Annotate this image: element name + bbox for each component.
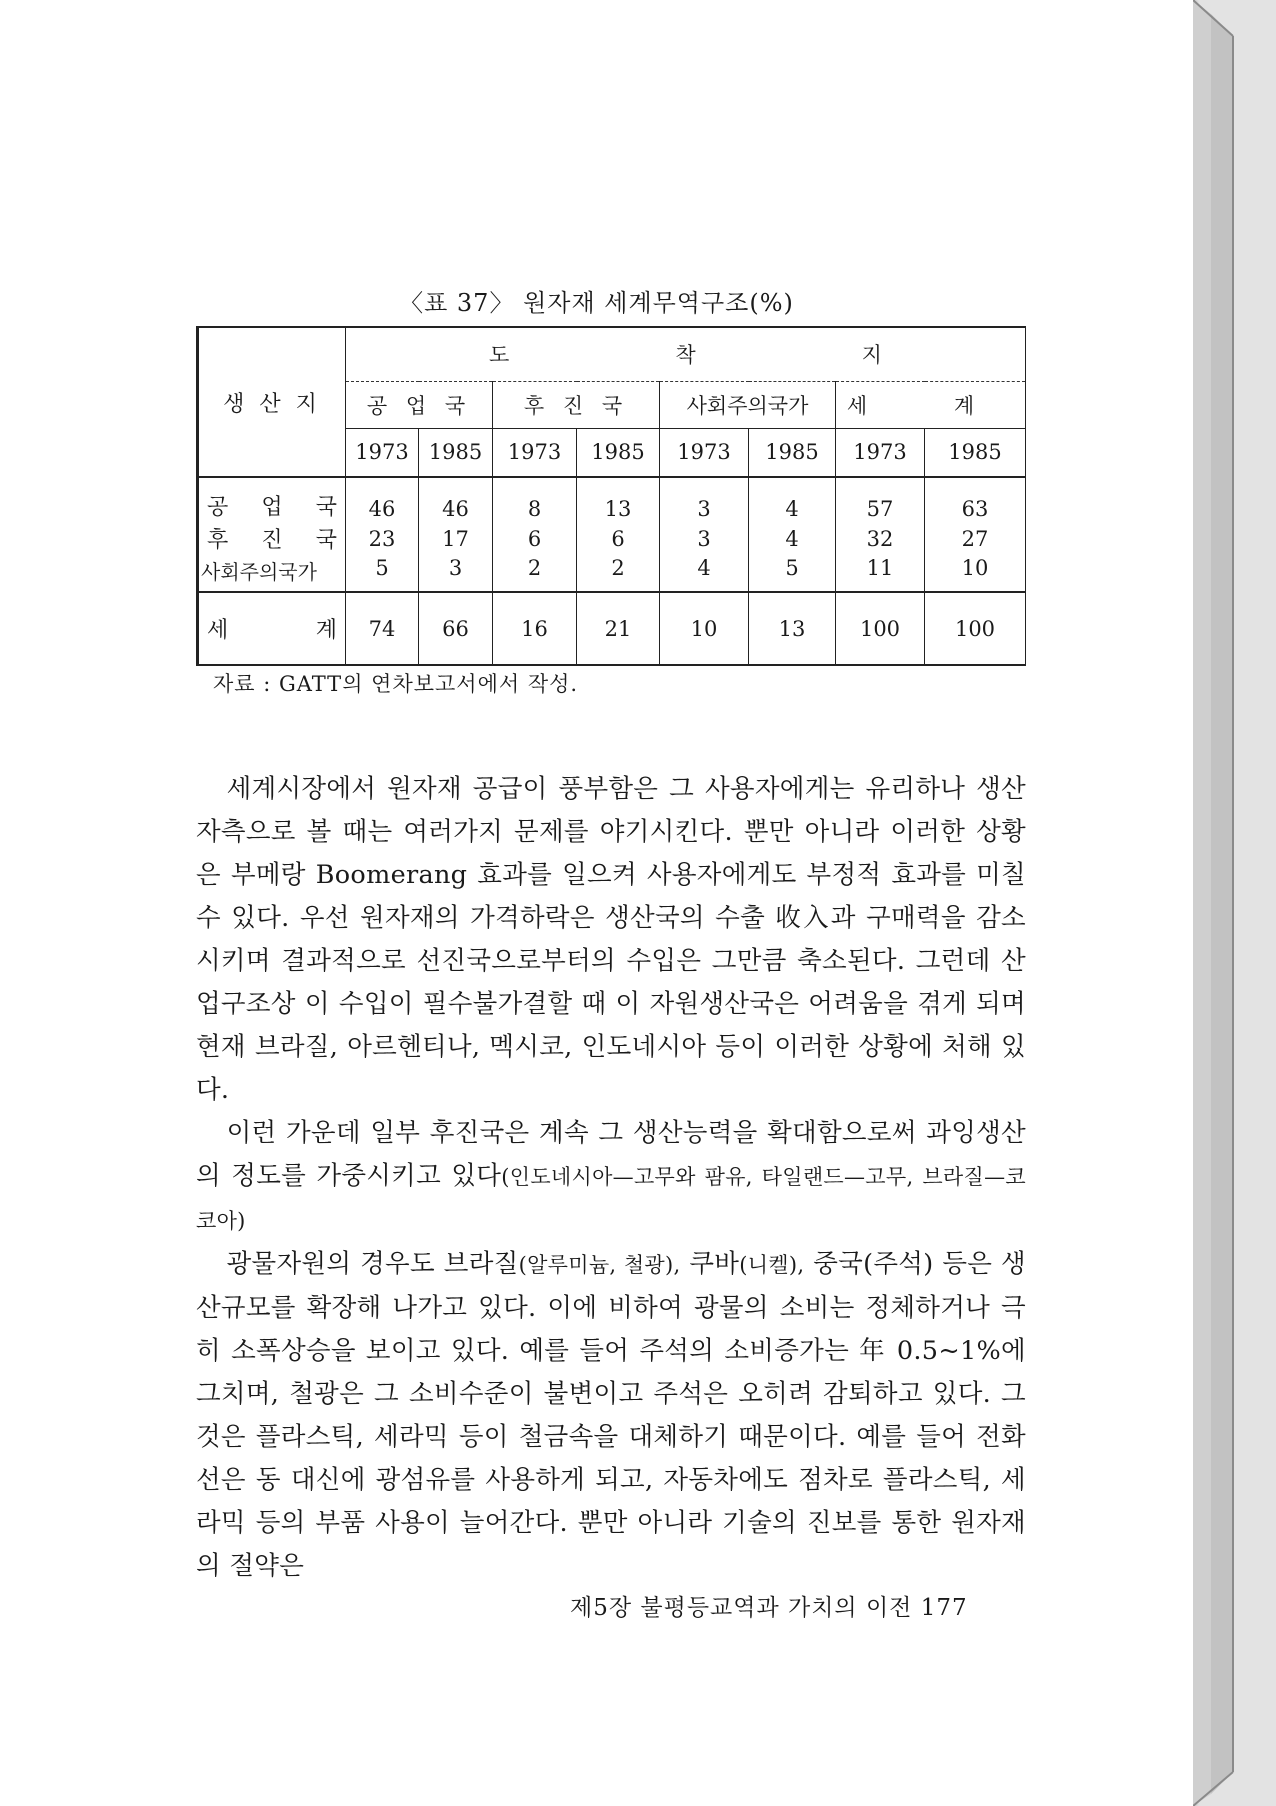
table-row-total bbox=[198, 592, 1026, 665]
table-row bbox=[198, 521, 1026, 556]
group-header-world: 세 계 bbox=[836, 381, 1026, 428]
paragraph-2-note: (인도네시아—고무와 팜유, 타일랜드—고무, 브라질—코코아) bbox=[196, 1165, 1026, 1233]
table-cell: 10 bbox=[925, 556, 1026, 592]
paragraph-3-note-b: (니켈), bbox=[739, 1253, 805, 1277]
year-header: 1973 bbox=[346, 428, 419, 477]
group-header-developing: 후 진 국 bbox=[493, 381, 660, 428]
group-header-industrial: 공 업 국 bbox=[346, 381, 493, 428]
destination-header bbox=[346, 327, 1026, 381]
paragraph-3-text-a: 광물자원의 경우도 브라질 bbox=[226, 1249, 519, 1279]
table-cell: 3 bbox=[419, 556, 493, 592]
table-cell: 46 bbox=[419, 477, 493, 521]
destination-char-2: 착 bbox=[675, 343, 696, 368]
table-cell: 2 bbox=[493, 556, 577, 592]
table-cell: 46 bbox=[346, 477, 419, 521]
paragraph-3-note-a: (알루미늄, 철광), bbox=[518, 1253, 681, 1277]
table-cell: 74 bbox=[346, 592, 419, 665]
table-cell: 5 bbox=[346, 556, 419, 592]
paragraph-3 bbox=[196, 1243, 1026, 1588]
destination-char-1: 도 bbox=[489, 343, 510, 368]
table-cell: 23 bbox=[346, 521, 419, 556]
table-cell: 11 bbox=[836, 556, 925, 592]
paragraph-3-text-b: 쿠바 bbox=[680, 1249, 740, 1279]
table-caption: 〈표 37〉 원자재 세계무역구조(%) bbox=[399, 289, 794, 317]
table-row bbox=[198, 556, 1026, 592]
table-cell: 3 bbox=[660, 477, 749, 521]
page-footer: 제5장 불평등교역과 가치의 이전 177 bbox=[570, 1595, 968, 1621]
table-cell: 63 bbox=[925, 477, 1026, 521]
corner-header: 생 산 지 bbox=[198, 327, 346, 477]
year-header: 1985 bbox=[749, 428, 836, 477]
table-cell: 100 bbox=[836, 592, 925, 665]
book-spine bbox=[1193, 0, 1276, 1806]
table-cell: 8 bbox=[493, 477, 577, 521]
table-cell: 4 bbox=[660, 556, 749, 592]
table-cell: 3 bbox=[660, 521, 749, 556]
body-text bbox=[196, 768, 1026, 1588]
table-cell: 5 bbox=[749, 556, 836, 592]
table-cell: 100 bbox=[925, 592, 1026, 665]
table-cell: 4 bbox=[749, 521, 836, 556]
table-cell: 2 bbox=[577, 556, 660, 592]
year-header: 1973 bbox=[493, 428, 577, 477]
row-label: 사회주의국가 bbox=[198, 556, 346, 592]
table-cell: 21 bbox=[577, 592, 660, 665]
year-header: 1985 bbox=[419, 428, 493, 477]
table-cell: 66 bbox=[419, 592, 493, 665]
table-cell: 16 bbox=[493, 592, 577, 665]
row-label: 후 진 국 bbox=[198, 521, 346, 556]
paragraph-3-text-c: 중국(주석) 등은 생산규모를 확장해 나가고 있다. 이에 비하여 광물의 소비는 정체하거나 극히 소폭상승을 보이고 있다. 예를 들어 주석의 소비증가는 年 0.5~1%에 그치며, 철광은 그 소비수준이 불변이고 주석은 오히려 감퇴하고 있다. 그것은 플라스틱, 세라믹 등이 철금속을 대체하기 때문이다. 예를 들어 전화선은 동 대신에 광섬유를 사용하게 되고, 자동차에도 점차로 플라스틱, 세라믹 등의 부품 사용이 늘어간다. 뿐만 아니라 기술의 진보를 통한 원자재의 절약은 bbox=[196, 1249, 1026, 1581]
table-cell: 4 bbox=[749, 477, 836, 521]
row-label: 공 업 국 bbox=[198, 477, 346, 521]
table-cell: 13 bbox=[577, 477, 660, 521]
paragraph-1: 세계시장에서 원자재 공급이 풍부함은 그 사용자에게는 유리하나 생산자측으로 볼 때는 여러가지 문제를 야기시킨다. 뿐만 아니라 이러한 상황은 부메랑 Boomerang 효과를 일으켜 사용자에게도 부정적 효과를 미칠 수 있다. 우선 원자재의 가격하락은 생산국의 수출 收入과 구매력을 감소시키며 결과적으로 선진국으로부터의 수입은 그만큼 축소된다. 그런데 산업구조상 이 수입이 필수불가결할 때 이 자원생산국은 어려움을 겪게 되며 현재 브라질, 아르헨티나, 멕시코, 인도네시아 등이 이러한 상황에 처해 있다. bbox=[196, 774, 1026, 1105]
year-header: 1985 bbox=[577, 428, 660, 477]
table-cell: 6 bbox=[577, 521, 660, 556]
table-cell: 32 bbox=[836, 521, 925, 556]
table-cell: 17 bbox=[419, 521, 493, 556]
table-cell: 13 bbox=[749, 592, 836, 665]
destination-char-3: 지 bbox=[861, 343, 882, 368]
year-header: 1985 bbox=[925, 428, 1026, 477]
table-row bbox=[198, 477, 1026, 521]
table-cell: 6 bbox=[493, 521, 577, 556]
table-cell: 10 bbox=[660, 592, 749, 665]
table-source-note: 자료 : GATT의 연차보고서에서 작성. bbox=[213, 672, 579, 696]
table-cell: 27 bbox=[925, 521, 1026, 556]
group-header-socialist: 사회주의국가 bbox=[660, 381, 836, 428]
row-label: 세 계 bbox=[198, 592, 346, 665]
paragraph-2 bbox=[196, 1112, 1026, 1243]
year-header: 1973 bbox=[836, 428, 925, 477]
paragraph-2-text: 이런 가운데 일부 후진국은 계속 그 생산능력을 확대함으로써 과잉생산의 정도를 가중시키고 있다 bbox=[196, 1118, 1026, 1191]
table-cell: 57 bbox=[836, 477, 925, 521]
year-header: 1973 bbox=[660, 428, 749, 477]
trade-structure-table bbox=[196, 326, 1026, 666]
